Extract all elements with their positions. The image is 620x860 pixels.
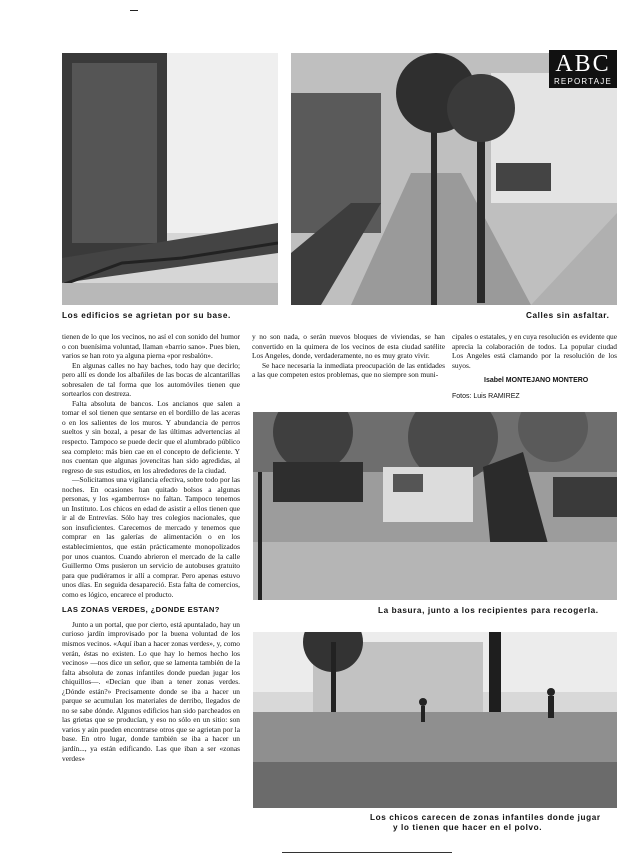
caption-kids-playing-line1: Los chicos carecen de zonas infantiles donde jugar — [370, 813, 601, 822]
article-column-1 — [62, 332, 240, 763]
col1-paragraph: En algunas calles no hay baches, todo hay que decirlo; pero allí es donde los albañiles de las bocas de alcantarillas sobresalen de tal forma que los automóviles tienen que sortearlos con destreza. — [62, 360, 240, 399]
photo-kids-playing — [253, 632, 617, 808]
caption-garbage-bins: La basura, junto a los recipientes para recogerla. — [378, 606, 599, 615]
col1-paragraph: Junto a un portal, que por cierto, está apuntalado, hay un curioso jardín improvisado por la buena voluntad de los mismos vecinos. «Aquí iban a hacer zonas verdes», y, como verán, éstas no existen. Lo que hay lo hemos hecho los vecinos» —nos dice un señor, que se lamenta también de la falta absoluta de zonas infantiles donde puedan jugar los chiquillos—. «Decían que iban a tener zonas verdes. ¿Dónde están?» Precisamente donde se iba a hacer un parque se acumulan los materiales de derribo, llegados de no se sabe dónde. Algunos edificios han sido parcheados en las grietas que se producían, y eso no sólo en un sitio: son varios y aún pueden encontrarse otros que se agrietan por la base. En otro lugar, donde también se iba a hacer un jardín..., ya están edificando. Las que iban a ser «zonas verdes» — [62, 619, 240, 763]
col2-paragraph: y no son nada, o serán nuevos bloques de viviendas, se han convertido en la quimera de los vecinos de esta ciudad satélite Los Angeles, donde, verdaderamente, no es muy grato vivir. — [252, 332, 445, 361]
caption-kids-playing-line2: y lo tienen que hacer en el polvo. — [393, 823, 543, 832]
photo-garbage-bins — [253, 412, 617, 600]
author-byline: Isabel MONTEJANO MONTERO — [484, 377, 589, 384]
col3-paragraph: cipales o estatales, y en cuya resolución es evidente que aprecia la colaboración de todos. La popular ciudad Los Angeles está clamando por la resolución de los suyos. — [452, 332, 617, 370]
article-column-3 — [452, 332, 617, 370]
col1-paragraph: tienen de lo que los vecinos, no así el con sonido del humor o con buenísima voluntad, llaman «barrio sano». Pues bien, varios se han roto ya alguna pierna «por resbalón». — [62, 332, 240, 361]
section-heading: LAS ZONAS VERDES, ¿DONDE ESTAN? — [62, 605, 220, 615]
col2-paragraph: Se hace necesaria la inmediata preocupación de las entidades a las que competen estos problemas, que no siempre son muni- — [252, 360, 445, 380]
bottom-rule — [282, 852, 452, 853]
abc-reportaje-masthead — [549, 50, 617, 88]
caption-cracked-building: Los edificios se agrietan por su base. — [62, 311, 231, 320]
col1-paragraph: —Solicitamos una vigilancia efectiva, sobre todo por las noches. En ocasiones han quitado bolsos a algunas personas, y los «gamberros» no faltan. Tampoco tenemos un Instituto. Los chicos en edad de asistir a ellos tienen que ir al de Entrevías. Sólo hay tres colegios nacionales, que son insuficientes. Carecemos de mercado y tenemos que comprar en las galerías de alimentación o en los establecimientos, que están prácticamente monopolizados por unos cuantos. Cuando abrieron el mercado de la calle Guillermo Oms pusieron un servicio de autobuses gratuito para que pudiéramos ir allí a comprar. Pero apenas estuvo unos días. En seguida desapareció. Esta falta de comercios, como es lógico, encarece el producto. — [62, 475, 240, 599]
section-label: REPORTAJE — [553, 77, 613, 86]
photo-credit: Fotos: Luis RAMIREZ — [452, 393, 520, 400]
brand-logo: ABC — [555, 51, 611, 77]
col1-paragraph: Falta absoluta de bancos. Los ancianos que salen a tomar el sol tienen que sentarse en el bordillo de las aceras o en los salientes de los muros. Y abundancia de perros sueltos y sin bozal, a pesar de las últimas advertencias al respecto. Tampoco se puede decir que el alumbrado público sea completo: más bien cae en el concepto de deficiente. Y nos cuentan que algunas jovencitas han sido agredidas, al regreso de sus estudios, en los alrededores de la ciudad. — [62, 398, 240, 475]
photo-unpaved-street — [291, 53, 617, 305]
article-column-2 — [252, 332, 445, 380]
photo-cracked-building — [62, 53, 278, 305]
print-mark — [130, 10, 138, 11]
caption-unpaved-street: Calles sin asfaltar. — [526, 311, 610, 320]
